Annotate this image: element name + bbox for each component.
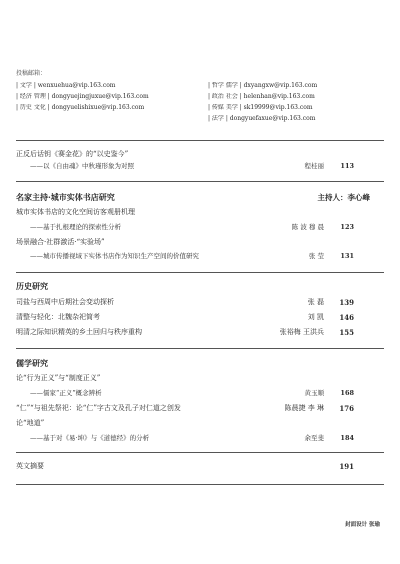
entry-page: 146 — [339, 313, 354, 322]
divider — [16, 140, 384, 141]
entry-author: 张裕梅 王洪兵 — [279, 328, 324, 336]
entry-author: 余至斐 — [304, 434, 324, 442]
entry-author: 刘 凯 — [307, 313, 324, 321]
entry-title: 清整与轻化：北魏杂祀简考 — [16, 313, 100, 321]
contact-row — [16, 113, 348, 124]
contact-block — [16, 70, 348, 124]
entry-author: 张 磊 — [307, 298, 324, 306]
section-heading — [16, 281, 384, 292]
entry-subtitle: ——儒家“正义”概念辨析 — [30, 389, 102, 397]
entry-page: 176 — [339, 404, 354, 413]
entry-subtitle: ——基于扎根理论的探索性分析 — [30, 223, 121, 231]
entry-title: “仁”“与祖先祭祀：论“仁”字古文及孔子对仁道之创发 — [16, 404, 181, 412]
entry-page: 191 — [339, 462, 354, 471]
cover-design-credit: 封面设计 张瑜 — [345, 522, 380, 528]
entry-title: 论“地道” — [16, 419, 45, 427]
entry-author: 陈 波 穆 晨 — [291, 223, 324, 231]
entry-subtitle: ——以《自由魂》中秋瑾形象为对照 — [30, 162, 134, 170]
entry-subtitle: ——基于对《易·坤》与《道德经》的分析 — [30, 434, 150, 442]
entry-author: 张 莹 — [308, 252, 324, 260]
entry-title: 城市实体书店的文化空间访客观册机理 — [16, 208, 135, 216]
entry-page: 155 — [339, 328, 354, 337]
contact-row — [16, 102, 348, 113]
entry-page: 184 — [340, 434, 354, 442]
entry-title: 英文摘要 — [16, 462, 44, 470]
section-title: 历史研究 — [16, 281, 48, 291]
entry-title: 司盐与西周中后期社会变动探析 — [16, 298, 114, 306]
entry-title: 论“行为正义”与“制度正义” — [16, 374, 101, 382]
entry-page: 131 — [340, 252, 354, 260]
contact-row — [16, 80, 348, 91]
contact-email-left: | 文学 | wenxuehua@vip.163.com — [16, 81, 116, 89]
divider — [16, 484, 384, 485]
entry-page: 113 — [340, 162, 354, 170]
contact-email-right: | 哲学 儒学 | dxyangxw@vip.163.com — [208, 81, 318, 89]
section-host: 主持人：李心峰 — [317, 193, 370, 202]
entry-title: 正反后话钥《赛金花》的“以史鉴今” — [16, 150, 129, 158]
divider — [16, 348, 384, 349]
entry-page: 168 — [340, 389, 354, 397]
section-heading — [16, 192, 384, 203]
contact-email-right: | 法学 | dongyuefaxue@vip.163.com — [208, 114, 316, 122]
entry-author: 黄玉顺 — [304, 389, 324, 397]
entry-author: 陈晨捷 李 琳 — [284, 404, 324, 412]
contact-email-right: | 政治 社会 | helenhan@vip.163.com — [208, 92, 315, 100]
contact-email-left: | 经济 管理 | dongyuejingjuxue@vip.163.com — [16, 92, 149, 100]
contact-email-right: | 传媒 美学 | sk19999@vip.163.com — [208, 103, 313, 111]
divider — [16, 452, 384, 453]
entry-page: 123 — [340, 223, 354, 231]
contact-row — [16, 91, 348, 102]
entry-author: 程桂丽 — [304, 162, 324, 170]
divider — [16, 272, 384, 273]
contact-title: 投稿邮箱： — [16, 70, 47, 77]
entry-page: 139 — [339, 298, 354, 307]
divider — [16, 181, 384, 182]
section-heading — [16, 358, 384, 369]
entry-subtitle: ——城市传播视域下实体书店作为知识生产空间的价值研究 — [30, 252, 199, 260]
contact-email-left: | 历史 文化 | dongyuelishixue@vip.163.com — [16, 103, 145, 111]
section-title: 儒学研究 — [16, 358, 48, 368]
section-title: 名家主持·城市实体书店研究 — [16, 192, 115, 202]
entry-title: 明清之际知识精英的乡土回归与秩序重构 — [16, 328, 142, 336]
entry-title: 场景融合·社群激活·“实验场” — [16, 238, 105, 246]
